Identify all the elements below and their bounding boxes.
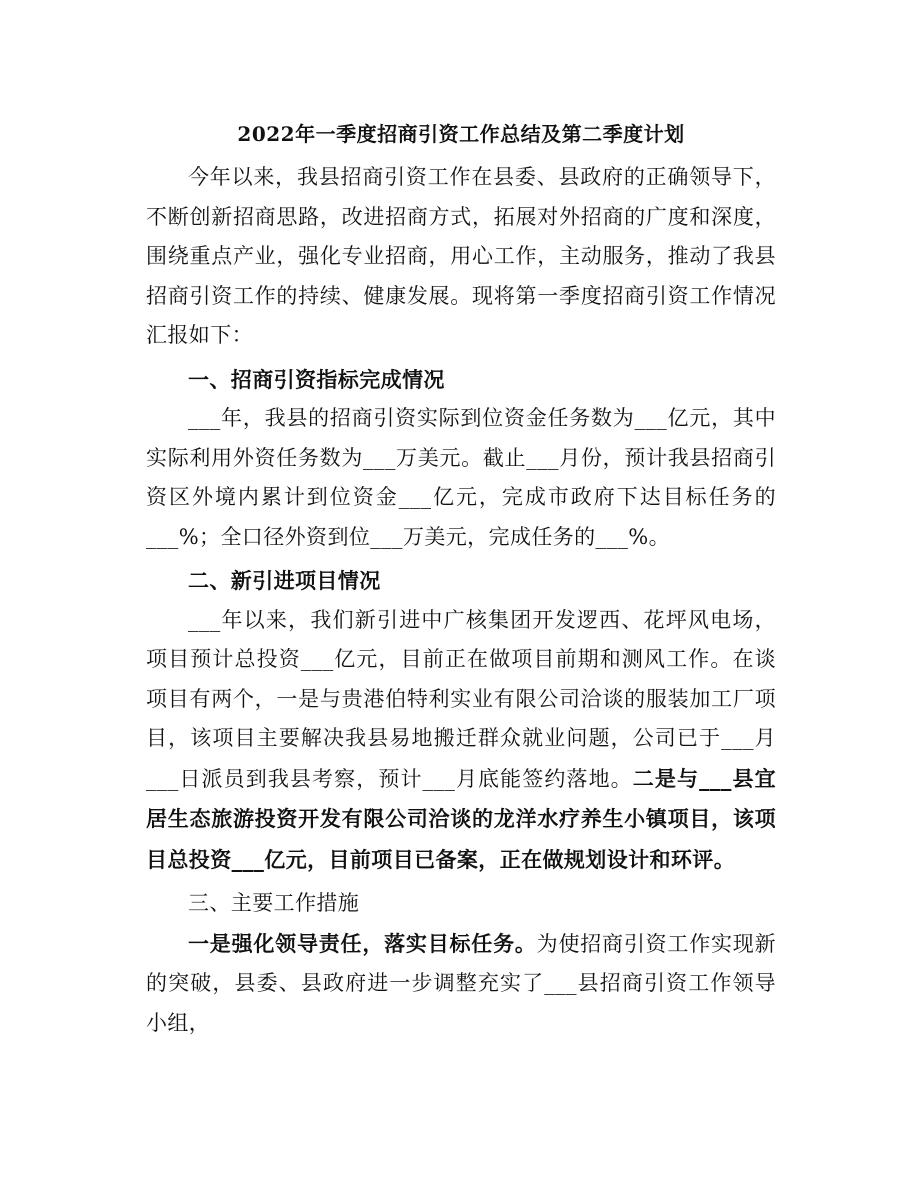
section-2-text: ___年以来，我们新引进中广核集团开发逻西、花坪风电场，项目预计总投资___亿元，目前正在做项目前期和测风工作。在谈项目有两个，一是与贵港伯特利实业有限公司洽谈的服装加工厂项目，该项目主要解决我县易地搬迁群众就业问题，公司已于___月___日派员到我县考察，预计___月底能签约落地。 [146, 607, 776, 791]
section-2-bold-text: 二是与___县宜居生态旅游投资开发有限公司洽谈的龙洋水疗养生小镇项目，该项目总投资___亿元，目前项目已备案，正在做规划设计和环评。 [146, 765, 776, 872]
section-3-paragraph [146, 924, 776, 1044]
section-1-paragraph: ___年，我县的招商引资实际到位资金任务数为___亿元，其中实际利用外资任务数为___万美元。截止___月份，预计我县招商引资区外境内累计到位资金___亿元，完成市政府下达目标任务的___%；全口径外资到位___万美元，完成任务的___%。 [146, 406, 776, 549]
intro-paragraph: 今年以来，我县招商引资工作在县委、县政府的正确领导下，不断创新招商思路，改进招商方式，拓展对外招商的广度和深度，围绕重点产业，强化专业招商，用心工作，主动服务，推动了我县招商引资工作的持续、健康发展。现将第一季度招商引资工作情况汇报如下： [146, 165, 776, 347]
section-2-heading: 二、新引进项目情况 [188, 568, 381, 593]
section-1-heading: 一、招商引资指标完成情况 [188, 366, 445, 392]
section-2-paragraph [146, 601, 776, 881]
section-3-item-1-title: 一是强化领导责任，落实目标任务。 [188, 930, 537, 956]
section-3-heading: 三、主要工作措施 [188, 891, 360, 915]
section-3-item-1-text: 为使招商引资工作实现新的突破，县委、县政府进一步调整充实了___县招商引资工作领导小组， [146, 931, 776, 1035]
document-title: 2022年一季度招商引资工作总结及第二季度计划 [237, 122, 685, 146]
